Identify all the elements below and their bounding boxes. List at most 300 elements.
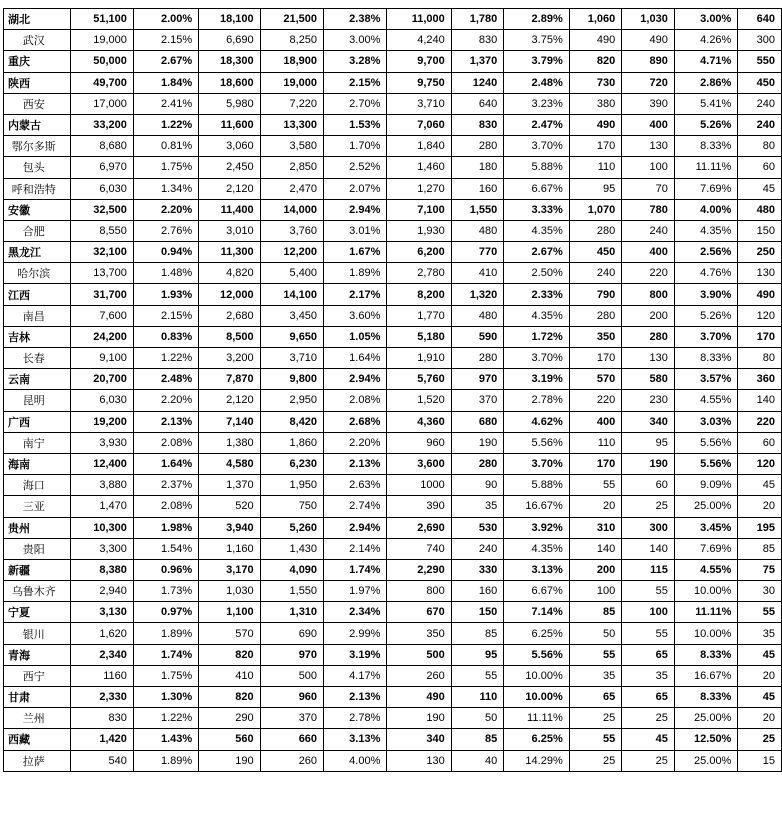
value-cell: 2,850 bbox=[260, 157, 323, 178]
value-cell: 1.75% bbox=[133, 665, 198, 686]
value-cell: 8,550 bbox=[70, 220, 133, 241]
value-cell: 1.64% bbox=[324, 348, 387, 369]
value-cell: 5,760 bbox=[387, 369, 451, 390]
value-cell: 200 bbox=[569, 559, 622, 580]
value-cell: 6.67% bbox=[504, 581, 569, 602]
city-row bbox=[4, 750, 782, 771]
value-cell: 1,270 bbox=[387, 178, 451, 199]
value-cell: 49,700 bbox=[70, 72, 133, 93]
value-cell: 3.01% bbox=[324, 220, 387, 241]
region-name-cell: 南昌 bbox=[4, 305, 71, 326]
province-row bbox=[4, 369, 782, 390]
province-row bbox=[4, 644, 782, 665]
value-cell: 55 bbox=[569, 644, 622, 665]
region-name-cell: 西宁 bbox=[4, 665, 71, 686]
value-cell: 2.48% bbox=[133, 369, 198, 390]
value-cell: 1.93% bbox=[133, 284, 198, 305]
value-cell: 120 bbox=[738, 453, 782, 474]
value-cell: 170 bbox=[569, 453, 622, 474]
value-cell: 780 bbox=[622, 199, 675, 220]
value-cell: 1,910 bbox=[387, 348, 451, 369]
value-cell: 16.67% bbox=[504, 496, 569, 517]
value-cell: 800 bbox=[622, 284, 675, 305]
value-cell: 7.14% bbox=[504, 602, 569, 623]
value-cell: 280 bbox=[451, 453, 504, 474]
value-cell: 2.86% bbox=[674, 72, 738, 93]
province-row bbox=[4, 602, 782, 623]
value-cell: 5.56% bbox=[504, 432, 569, 453]
value-cell: 380 bbox=[569, 93, 622, 114]
value-cell: 820 bbox=[569, 51, 622, 72]
value-cell: 80 bbox=[738, 136, 782, 157]
value-cell: 3,710 bbox=[387, 93, 451, 114]
value-cell: 9,700 bbox=[387, 51, 451, 72]
value-cell: 400 bbox=[622, 114, 675, 135]
value-cell: 10.00% bbox=[504, 687, 569, 708]
region-name-cell: 甘肃 bbox=[4, 687, 71, 708]
value-cell: 9.09% bbox=[674, 475, 738, 496]
value-cell: 2,470 bbox=[260, 178, 323, 199]
region-name-cell: 乌鲁木齐 bbox=[4, 581, 71, 602]
value-cell: 8,680 bbox=[70, 136, 133, 157]
value-cell: 1,060 bbox=[569, 9, 622, 30]
value-cell: 4.17% bbox=[324, 665, 387, 686]
value-cell: 890 bbox=[622, 51, 675, 72]
value-cell: 2.13% bbox=[324, 453, 387, 474]
value-cell: 1.30% bbox=[133, 687, 198, 708]
value-cell: 1.84% bbox=[133, 72, 198, 93]
value-cell: 12.50% bbox=[674, 729, 738, 750]
region-name-cell: 云南 bbox=[4, 369, 71, 390]
value-cell: 5.56% bbox=[674, 432, 738, 453]
value-cell: 16.67% bbox=[674, 665, 738, 686]
value-cell: 3,170 bbox=[199, 559, 260, 580]
value-cell: 1,370 bbox=[451, 51, 504, 72]
value-cell: 5,400 bbox=[260, 263, 323, 284]
region-name-cell: 兰州 bbox=[4, 708, 71, 729]
value-cell: 1000 bbox=[387, 475, 451, 496]
value-cell: 3,010 bbox=[199, 220, 260, 241]
value-cell: 280 bbox=[622, 326, 675, 347]
value-cell: 3,130 bbox=[70, 602, 133, 623]
value-cell: 2.94% bbox=[324, 199, 387, 220]
value-cell: 2.76% bbox=[133, 220, 198, 241]
city-row bbox=[4, 93, 782, 114]
city-row bbox=[4, 136, 782, 157]
value-cell: 4.35% bbox=[674, 220, 738, 241]
value-cell: 0.94% bbox=[133, 242, 198, 263]
value-cell: 45 bbox=[738, 644, 782, 665]
value-cell: 8.33% bbox=[674, 687, 738, 708]
value-cell: 2.17% bbox=[324, 284, 387, 305]
value-cell: 6,970 bbox=[70, 157, 133, 178]
value-cell: 7,140 bbox=[199, 411, 260, 432]
value-cell: 2.41% bbox=[133, 93, 198, 114]
value-cell: 4,360 bbox=[387, 411, 451, 432]
value-cell: 1,950 bbox=[260, 475, 323, 496]
value-cell: 115 bbox=[622, 559, 675, 580]
value-cell: 1.72% bbox=[504, 326, 569, 347]
value-cell: 830 bbox=[451, 30, 504, 51]
value-cell: 170 bbox=[569, 348, 622, 369]
value-cell: 2,780 bbox=[387, 263, 451, 284]
value-cell: 4.62% bbox=[504, 411, 569, 432]
region-name-cell: 陕西 bbox=[4, 72, 71, 93]
value-cell: 1.97% bbox=[324, 581, 387, 602]
value-cell: 190 bbox=[451, 432, 504, 453]
value-cell: 2.08% bbox=[133, 432, 198, 453]
value-cell: 1.05% bbox=[324, 326, 387, 347]
value-cell: 480 bbox=[451, 220, 504, 241]
value-cell: 6,230 bbox=[260, 453, 323, 474]
value-cell: 4.35% bbox=[504, 220, 569, 241]
value-cell: 2.68% bbox=[324, 411, 387, 432]
value-cell: 35 bbox=[622, 665, 675, 686]
city-row bbox=[4, 708, 782, 729]
region-name-cell: 广西 bbox=[4, 411, 71, 432]
value-cell: 2.20% bbox=[133, 390, 198, 411]
value-cell: 2.37% bbox=[133, 475, 198, 496]
value-cell: 3.90% bbox=[674, 284, 738, 305]
value-cell: 3.92% bbox=[504, 517, 569, 538]
value-cell: 31,700 bbox=[70, 284, 133, 305]
value-cell: 95 bbox=[569, 178, 622, 199]
value-cell: 25 bbox=[569, 708, 622, 729]
value-cell: 19,000 bbox=[70, 30, 133, 51]
value-cell: 3.13% bbox=[504, 559, 569, 580]
value-cell: 51,100 bbox=[70, 9, 133, 30]
value-cell: 33,200 bbox=[70, 114, 133, 135]
value-cell: 85 bbox=[451, 623, 504, 644]
region-name-cell: 三亚 bbox=[4, 496, 71, 517]
value-cell: 3.79% bbox=[504, 51, 569, 72]
value-cell: 480 bbox=[451, 305, 504, 326]
value-cell: 55 bbox=[622, 623, 675, 644]
value-cell: 3,200 bbox=[199, 348, 260, 369]
value-cell: 1.89% bbox=[324, 263, 387, 284]
value-cell: 970 bbox=[451, 369, 504, 390]
value-cell: 1,520 bbox=[387, 390, 451, 411]
value-cell: 3.70% bbox=[504, 453, 569, 474]
value-cell: 640 bbox=[451, 93, 504, 114]
value-cell: 1.43% bbox=[133, 729, 198, 750]
value-cell: 190 bbox=[622, 453, 675, 474]
region-name-cell: 西安 bbox=[4, 93, 71, 114]
value-cell: 85 bbox=[569, 602, 622, 623]
value-cell: 25.00% bbox=[674, 496, 738, 517]
value-cell: 1.22% bbox=[133, 348, 198, 369]
region-name-cell: 包头 bbox=[4, 157, 71, 178]
value-cell: 25 bbox=[622, 750, 675, 771]
value-cell: 100 bbox=[622, 602, 675, 623]
value-cell: 8,420 bbox=[260, 411, 323, 432]
value-cell: 100 bbox=[622, 157, 675, 178]
value-cell: 220 bbox=[738, 411, 782, 432]
province-row bbox=[4, 559, 782, 580]
value-cell: 170 bbox=[569, 136, 622, 157]
value-cell: 970 bbox=[260, 644, 323, 665]
value-cell: 1.98% bbox=[133, 517, 198, 538]
value-cell: 8,380 bbox=[70, 559, 133, 580]
value-cell: 4.35% bbox=[504, 538, 569, 559]
value-cell: 1,030 bbox=[622, 9, 675, 30]
value-cell: 45 bbox=[622, 729, 675, 750]
value-cell: 80 bbox=[738, 348, 782, 369]
city-row bbox=[4, 581, 782, 602]
value-cell: 11,300 bbox=[199, 242, 260, 263]
value-cell: 50,000 bbox=[70, 51, 133, 72]
value-cell: 45 bbox=[738, 475, 782, 496]
value-cell: 240 bbox=[622, 220, 675, 241]
value-cell: 12,400 bbox=[70, 453, 133, 474]
value-cell: 8,250 bbox=[260, 30, 323, 51]
value-cell: 3,450 bbox=[260, 305, 323, 326]
value-cell: 1,860 bbox=[260, 432, 323, 453]
value-cell: 3.00% bbox=[674, 9, 738, 30]
value-cell: 20,700 bbox=[70, 369, 133, 390]
region-name-cell: 安徽 bbox=[4, 199, 71, 220]
value-cell: 130 bbox=[622, 348, 675, 369]
value-cell: 790 bbox=[569, 284, 622, 305]
value-cell: 400 bbox=[569, 411, 622, 432]
value-cell: 800 bbox=[387, 581, 451, 602]
value-cell: 180 bbox=[451, 157, 504, 178]
value-cell: 370 bbox=[451, 390, 504, 411]
value-cell: 140 bbox=[738, 390, 782, 411]
value-cell: 4.55% bbox=[674, 559, 738, 580]
value-cell: 200 bbox=[622, 305, 675, 326]
value-cell: 5.41% bbox=[674, 93, 738, 114]
city-row bbox=[4, 390, 782, 411]
value-cell: 260 bbox=[387, 665, 451, 686]
region-name-cell: 拉萨 bbox=[4, 750, 71, 771]
value-cell: 2.08% bbox=[324, 390, 387, 411]
value-cell: 670 bbox=[387, 602, 451, 623]
value-cell: 90 bbox=[451, 475, 504, 496]
value-cell: 3,580 bbox=[260, 136, 323, 157]
province-row bbox=[4, 411, 782, 432]
value-cell: 5.26% bbox=[674, 305, 738, 326]
region-name-cell: 哈尔滨 bbox=[4, 263, 71, 284]
value-cell: 2.94% bbox=[324, 517, 387, 538]
value-cell: 280 bbox=[451, 136, 504, 157]
value-cell: 830 bbox=[451, 114, 504, 135]
value-cell: 6,030 bbox=[70, 178, 133, 199]
value-cell: 55 bbox=[622, 581, 675, 602]
value-cell: 1,370 bbox=[199, 475, 260, 496]
value-cell: 10.00% bbox=[504, 665, 569, 686]
value-cell: 2,450 bbox=[199, 157, 260, 178]
value-cell: 95 bbox=[622, 432, 675, 453]
value-cell: 280 bbox=[451, 348, 504, 369]
value-cell: 3.57% bbox=[674, 369, 738, 390]
value-cell: 3,060 bbox=[199, 136, 260, 157]
value-cell: 10.00% bbox=[674, 623, 738, 644]
table-body bbox=[4, 9, 782, 772]
value-cell: 280 bbox=[569, 220, 622, 241]
value-cell: 3.19% bbox=[324, 644, 387, 665]
value-cell: 220 bbox=[569, 390, 622, 411]
value-cell: 4.35% bbox=[504, 305, 569, 326]
value-cell: 1,160 bbox=[199, 538, 260, 559]
value-cell: 150 bbox=[451, 602, 504, 623]
value-cell: 350 bbox=[387, 623, 451, 644]
region-name-cell: 内蒙古 bbox=[4, 114, 71, 135]
value-cell: 390 bbox=[622, 93, 675, 114]
value-cell: 35 bbox=[451, 496, 504, 517]
province-row bbox=[4, 72, 782, 93]
value-cell: 15 bbox=[738, 750, 782, 771]
value-cell: 2.48% bbox=[504, 72, 569, 93]
value-cell: 110 bbox=[569, 432, 622, 453]
value-cell: 50 bbox=[569, 623, 622, 644]
value-cell: 250 bbox=[738, 242, 782, 263]
value-cell: 2.15% bbox=[133, 305, 198, 326]
value-cell: 2,330 bbox=[70, 687, 133, 708]
value-cell: 2.34% bbox=[324, 602, 387, 623]
value-cell: 65 bbox=[569, 687, 622, 708]
value-cell: 1160 bbox=[70, 665, 133, 686]
province-row bbox=[4, 729, 782, 750]
value-cell: 25.00% bbox=[674, 708, 738, 729]
value-cell: 370 bbox=[260, 708, 323, 729]
value-cell: 350 bbox=[569, 326, 622, 347]
value-cell: 1240 bbox=[451, 72, 504, 93]
value-cell: 110 bbox=[451, 687, 504, 708]
value-cell: 4.71% bbox=[674, 51, 738, 72]
value-cell: 3,930 bbox=[70, 432, 133, 453]
value-cell: 13,700 bbox=[70, 263, 133, 284]
value-cell: 25 bbox=[622, 708, 675, 729]
value-cell: 11,600 bbox=[199, 114, 260, 135]
value-cell: 25 bbox=[622, 496, 675, 517]
value-cell: 3.13% bbox=[324, 729, 387, 750]
value-cell: 680 bbox=[451, 411, 504, 432]
value-cell: 55 bbox=[569, 475, 622, 496]
value-cell: 490 bbox=[738, 284, 782, 305]
value-cell: 6.67% bbox=[504, 178, 569, 199]
value-cell: 2.94% bbox=[324, 369, 387, 390]
value-cell: 290 bbox=[199, 708, 260, 729]
region-name-cell: 重庆 bbox=[4, 51, 71, 72]
value-cell: 1,460 bbox=[387, 157, 451, 178]
value-cell: 1.22% bbox=[133, 114, 198, 135]
value-cell: 85 bbox=[738, 538, 782, 559]
value-cell: 5.88% bbox=[504, 157, 569, 178]
value-cell: 590 bbox=[451, 326, 504, 347]
value-cell: 5.88% bbox=[504, 475, 569, 496]
value-cell: 1.74% bbox=[133, 644, 198, 665]
value-cell: 300 bbox=[622, 517, 675, 538]
value-cell: 310 bbox=[569, 517, 622, 538]
value-cell: 3,880 bbox=[70, 475, 133, 496]
value-cell: 1.48% bbox=[133, 263, 198, 284]
city-row bbox=[4, 496, 782, 517]
value-cell: 1.74% bbox=[324, 559, 387, 580]
value-cell: 2,340 bbox=[70, 644, 133, 665]
value-cell: 11,400 bbox=[199, 199, 260, 220]
value-cell: 3.70% bbox=[504, 348, 569, 369]
value-cell: 35 bbox=[738, 623, 782, 644]
value-cell: 260 bbox=[260, 750, 323, 771]
value-cell: 11.11% bbox=[674, 157, 738, 178]
value-cell: 150 bbox=[738, 220, 782, 241]
value-cell: 3.00% bbox=[324, 30, 387, 51]
value-cell: 24,200 bbox=[70, 326, 133, 347]
value-cell: 740 bbox=[387, 538, 451, 559]
value-cell: 8.33% bbox=[674, 644, 738, 665]
city-row bbox=[4, 157, 782, 178]
value-cell: 95 bbox=[451, 644, 504, 665]
region-name-cell: 银川 bbox=[4, 623, 71, 644]
value-cell: 7,100 bbox=[387, 199, 451, 220]
value-cell: 1,550 bbox=[451, 199, 504, 220]
value-cell: 2.20% bbox=[324, 432, 387, 453]
city-row bbox=[4, 30, 782, 51]
value-cell: 25 bbox=[738, 729, 782, 750]
value-cell: 18,600 bbox=[199, 72, 260, 93]
value-cell: 240 bbox=[569, 263, 622, 284]
value-cell: 20 bbox=[738, 496, 782, 517]
value-cell: 140 bbox=[622, 538, 675, 559]
city-row bbox=[4, 623, 782, 644]
value-cell: 7,600 bbox=[70, 305, 133, 326]
value-cell: 450 bbox=[738, 72, 782, 93]
value-cell: 3.03% bbox=[674, 411, 738, 432]
value-cell: 410 bbox=[451, 263, 504, 284]
value-cell: 195 bbox=[738, 517, 782, 538]
province-row bbox=[4, 9, 782, 30]
value-cell: 20 bbox=[569, 496, 622, 517]
value-cell: 1,470 bbox=[70, 496, 133, 517]
value-cell: 14.29% bbox=[504, 750, 569, 771]
value-cell: 12,000 bbox=[199, 284, 260, 305]
value-cell: 50 bbox=[451, 708, 504, 729]
value-cell: 7,060 bbox=[387, 114, 451, 135]
value-cell: 410 bbox=[199, 665, 260, 686]
value-cell: 1.53% bbox=[324, 114, 387, 135]
value-cell: 2.13% bbox=[324, 687, 387, 708]
value-cell: 3.28% bbox=[324, 51, 387, 72]
value-cell: 1,620 bbox=[70, 623, 133, 644]
value-cell: 5.56% bbox=[504, 644, 569, 665]
value-cell: 3.19% bbox=[504, 369, 569, 390]
value-cell: 1,070 bbox=[569, 199, 622, 220]
value-cell: 1.89% bbox=[133, 623, 198, 644]
region-name-cell: 贵州 bbox=[4, 517, 71, 538]
value-cell: 330 bbox=[451, 559, 504, 580]
value-cell: 2.63% bbox=[324, 475, 387, 496]
value-cell: 490 bbox=[622, 30, 675, 51]
value-cell: 1,550 bbox=[260, 581, 323, 602]
value-cell: 230 bbox=[622, 390, 675, 411]
region-name-cell: 宁夏 bbox=[4, 602, 71, 623]
value-cell: 580 bbox=[622, 369, 675, 390]
value-cell: 2,290 bbox=[387, 559, 451, 580]
region-name-cell: 武汉 bbox=[4, 30, 71, 51]
value-cell: 130 bbox=[387, 750, 451, 771]
value-cell: 120 bbox=[738, 305, 782, 326]
value-cell: 2,940 bbox=[70, 581, 133, 602]
city-row bbox=[4, 432, 782, 453]
value-cell: 5,180 bbox=[387, 326, 451, 347]
value-cell: 8.33% bbox=[674, 348, 738, 369]
value-cell: 1.34% bbox=[133, 178, 198, 199]
value-cell: 2.38% bbox=[324, 9, 387, 30]
value-cell: 4,580 bbox=[199, 453, 260, 474]
province-row bbox=[4, 517, 782, 538]
value-cell: 5,980 bbox=[199, 93, 260, 114]
